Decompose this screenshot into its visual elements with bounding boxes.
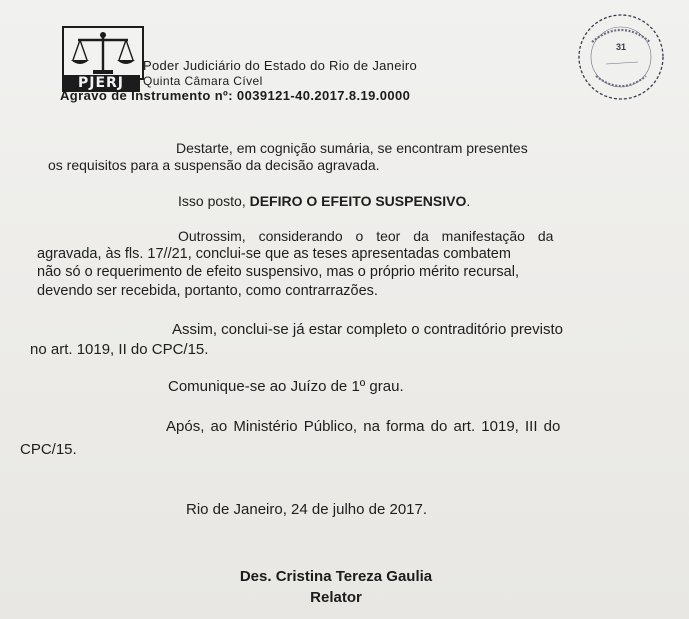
paragraph-2-lead: Isso posto, xyxy=(178,193,246,209)
case-number: Agravo de Instrumento nº: 0039121-40.2017.8.19.0000 xyxy=(60,88,411,103)
paragraph-4-line-1: Assim, conclui-se já estar completo o contraditório previsto xyxy=(172,321,563,338)
paragraph-2-decision: DEFIRO O EFEITO SUSPENSIVO xyxy=(249,193,467,209)
paragraph-1-line-2: os requisitos para a suspensão da decisão agravada. xyxy=(48,157,380,173)
paragraph-2-end: . xyxy=(466,193,471,209)
paragraph-2 xyxy=(178,193,470,209)
paragraph-1-line-1: Destarte, em cognição sumária, se encontram presentes xyxy=(176,140,528,156)
chamber-name: Quinta Câmara Cível xyxy=(143,74,263,88)
logo-wordmark: PJERJ xyxy=(62,75,140,92)
court-name: Poder Judiciário do Estado do Rio de Janeiro xyxy=(143,58,418,73)
signer-name: Des. Cristina Tereza Gaulia xyxy=(239,568,433,585)
paragraph-3-line-2: agravada, às fls. 17//21, conclui-se que as teses apresentadas combatem xyxy=(37,246,511,262)
pjerj-logo xyxy=(62,26,142,90)
paragraph-4-line-2: no art. 1019, II do CPC/15. xyxy=(30,341,209,358)
paragraph-6-line-2: CPC/15. xyxy=(20,441,77,458)
paragraph-3-line-4: devendo ser recebida, portanto, como contrarrazões. xyxy=(37,283,378,299)
paragraph-5: Comunique-se ao Juízo de 1º grau. xyxy=(168,378,404,395)
date-line: Rio de Janeiro, 24 de julho de 2017. xyxy=(186,501,428,518)
paragraph-3-line-3: não só o requerimento de efeito suspensivo, mas o próprio mérito recursal, xyxy=(37,264,519,280)
signer-role: Relator xyxy=(310,589,362,606)
page-stamp xyxy=(576,12,666,102)
scales-of-justice-icon xyxy=(62,26,144,80)
paragraph-6-line-1: Após, ao Ministério Público, na forma do art. 1019, III do xyxy=(166,418,561,435)
stamp-page-number: 31 xyxy=(615,42,626,52)
paragraph-3-line-1: Outrossim, considerando o teor da manifestação da xyxy=(178,228,554,244)
